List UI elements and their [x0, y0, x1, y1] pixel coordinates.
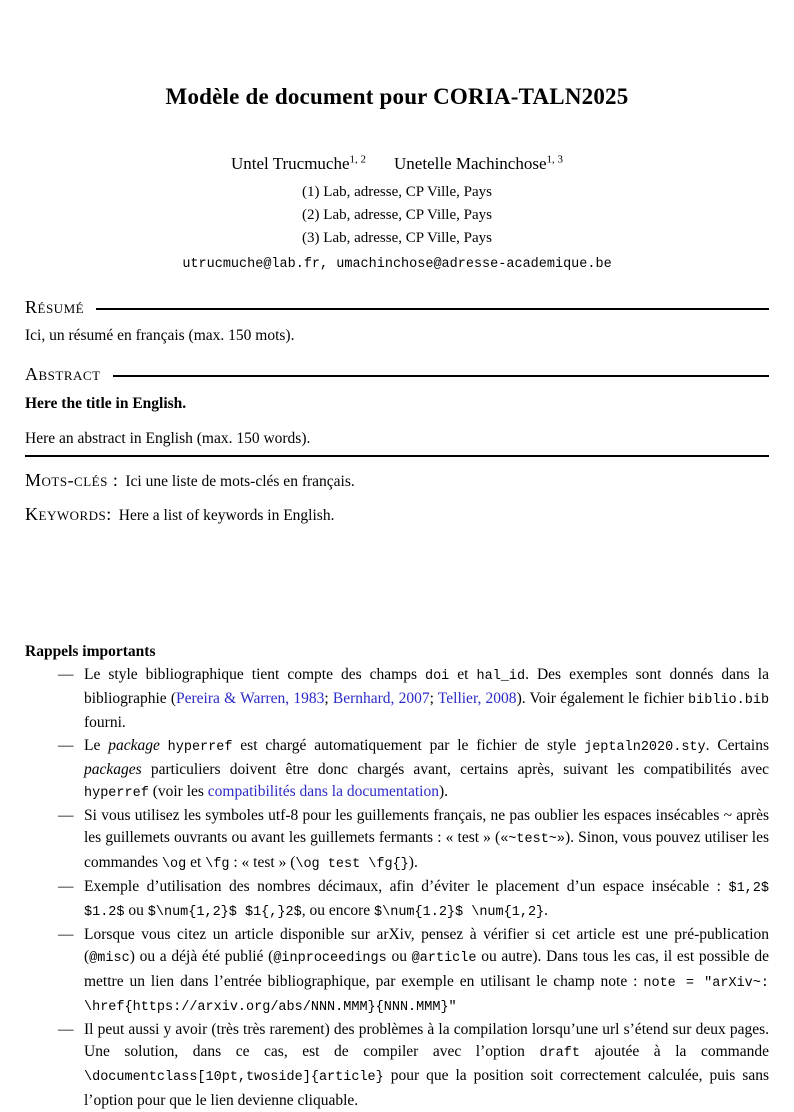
affiliations — [25, 181, 769, 250]
bullet-text — [84, 1021, 769, 1109]
text-span: ). Sinon, vous pouvez utiliser les commandes — [84, 829, 769, 871]
bullet-dash: — — [58, 1021, 74, 1039]
text-span: ; — [429, 690, 438, 708]
abstract-english-title: Here the title in English. — [25, 395, 187, 412]
text-span: Lorsque vous citez un article disponible sur arXiv, pensez à vérifier si cet article est une pré-publication ( — [84, 926, 769, 966]
inline-code: doi — [424, 669, 450, 684]
text-span: , ou encore — [301, 902, 375, 920]
inline-code: biblio.bib — [688, 693, 770, 709]
bullet-dash: — — [58, 736, 74, 754]
text-span: particuliers doivent être donc chargés avant, certains après, suivant les compatibilités avec — [141, 760, 769, 778]
inline-code: \og test \fg{} — [295, 856, 409, 872]
text-span: (voir les — [148, 783, 208, 801]
keywords-text: Here a list of keywords in English. — [118, 507, 335, 524]
bullet-item — [58, 805, 769, 876]
inline-code: \documentclass[10pt,twoside]{article} — [84, 1070, 384, 1086]
text-span: Le — [84, 736, 109, 754]
inline-code: $\num{1,2}$ $1{,}2$ — [147, 905, 302, 921]
bullet-text — [84, 926, 769, 1014]
text-span: . — [544, 902, 549, 920]
author-affiliation-sup: 1, 2 — [349, 153, 367, 166]
author-name: Untel Trucmuche$^{1, 2}$ — [231, 153, 367, 173]
mots-cles-text: Ici une liste de mots-clés en français. — [125, 473, 355, 490]
abstract-english-text: Here an abstract in English (max. 150 words). — [25, 428, 769, 457]
inline-code: hal_id — [476, 669, 526, 684]
resume-label: Résumé — [25, 297, 85, 317]
text-span: ou autre). Dans tous les cas, il est possible de mettre un lien dans l’entrée bibliographique, par exemple en utilisant le champ note : — [84, 948, 770, 990]
documentation-link[interactable]: compatibilités dans la documentation — [207, 783, 439, 801]
inline-code: \fg — [205, 856, 230, 872]
bullet-item — [58, 876, 769, 924]
text-span — [160, 737, 168, 754]
bullet-dash: — — [58, 926, 74, 944]
inline-code: @article — [411, 951, 477, 967]
abstract-rule — [113, 375, 769, 377]
mots-cles-label: Mots-clés : — [25, 470, 119, 490]
inline-code: \og — [161, 856, 187, 872]
italic-text: package — [108, 736, 160, 754]
italic-text: packages — [84, 760, 142, 778]
text-span: pour que la position soit correctement calculée, puis sans l’option pour que le lien devienne cliquable. — [84, 1067, 769, 1109]
text-span: Exemple d’utilisation des nombres décimaux, afin d’éviter le placement d’un espace insécable : — [84, 877, 729, 895]
author-name: Unetelle Machinchose$^{1, 3}$ — [394, 153, 563, 173]
text-span: Si vous utilisez les symboles utf-8 pour les guillements français, ne pas oublier les espaces insécables ~ après les guillemets ouvrants ou avant les guillemets fermants : « test » ( — [84, 807, 769, 847]
affiliation-line: (3) Lab, adresse, CP Ville, Pays — [302, 230, 492, 246]
keywords-line — [25, 504, 769, 525]
bullet-item — [58, 735, 769, 806]
inline-code: draft — [539, 1046, 580, 1062]
inline-code: jeptaln2020.sty — [584, 739, 706, 755]
bullet-dash: — — [58, 807, 74, 825]
inline-code: note = "arXiv~: \href{https://arxiv.org/abs/NNN.MMM}{NNN.MMM}" — [84, 975, 769, 1015]
bullet-text — [84, 666, 769, 731]
text-span: ou — [386, 948, 412, 966]
text-span: . Des exemples sont donnés dans la bibliographie ( — [84, 666, 769, 708]
abstract-section-header — [25, 364, 769, 385]
inline-code: hyperref — [167, 739, 233, 755]
bullet-list — [25, 664, 769, 1112]
bullet-text — [84, 737, 769, 800]
blank-gap — [25, 525, 769, 643]
text-span: fourni. — [84, 714, 126, 732]
citation-link[interactable]: Pereira & Warren, 1983 — [176, 690, 325, 708]
text-span: ajoutée à la commande — [579, 1043, 769, 1061]
resume-section-header — [25, 297, 769, 318]
text-span: est chargé automatiquement par le fichier de style — [232, 736, 585, 754]
text-span: Il peut aussi y avoir (très très rarement) des problèmes à la compilation lorsqu’une url s’étend sur deux pages. Une solution, dans ce cas, est de compiler avec l’option — [84, 1021, 769, 1061]
inline-code: @misc — [89, 951, 130, 967]
text-span: . Certains — [705, 736, 769, 754]
text-span: ). — [408, 853, 418, 871]
mots-cles-line — [25, 470, 769, 491]
bullet-item — [58, 664, 769, 735]
author-emails: utrucmuche@lab.fr, umachinchose@adresse-academique.be — [182, 257, 612, 272]
inline-code: «~test~» — [500, 832, 565, 848]
citation-link[interactable]: Bernhard, 2007 — [332, 690, 430, 708]
inline-code: $\num{1.2}$ \num{1,2} — [374, 905, 545, 921]
bullet-dash: — — [58, 666, 74, 683]
bullet-item — [58, 1019, 769, 1112]
text-span: et — [186, 853, 206, 871]
bullet-text — [84, 807, 769, 870]
inline-code: hyperref — [84, 786, 149, 802]
text-span: : « test » ( — [229, 853, 296, 871]
keywords-label: Keywords: — [25, 504, 112, 524]
inline-code: $1,2$ $1.2$ — [84, 880, 769, 921]
text-span: et — [449, 666, 477, 683]
bullet-dash: — — [58, 877, 74, 895]
affiliation-line: (1) Lab, adresse, CP Ville, Pays — [302, 184, 492, 200]
text-span: ) ou a déjà été publié ( — [129, 948, 274, 966]
affiliation-line: (2) Lab, adresse, CP Ville, Pays — [302, 207, 492, 223]
resume-text: Ici, un résumé en français (max. 150 mots). — [25, 327, 295, 344]
text-span: ; — [324, 690, 333, 708]
author-affiliation-sup: 1, 3 — [546, 153, 563, 166]
bullet-item — [58, 924, 769, 1019]
text-span: ou — [124, 902, 148, 920]
text-span: Le style bibliographique tient compte des champs — [84, 666, 425, 683]
section-heading: Rappels importants — [25, 643, 156, 660]
text-span: ). Voir également le fichier — [516, 690, 689, 708]
authors-line — [25, 154, 769, 174]
bullet-text — [84, 878, 769, 919]
citation-link[interactable]: Tellier, 2008 — [437, 690, 517, 708]
resume-rule — [96, 308, 769, 310]
inline-code: @inproceedings — [273, 951, 387, 967]
text-span: ). — [438, 783, 448, 801]
abstract-label: Abstract — [25, 364, 101, 384]
paper-title: Modèle de document pour CORIA-TALN2025 — [165, 84, 629, 109]
